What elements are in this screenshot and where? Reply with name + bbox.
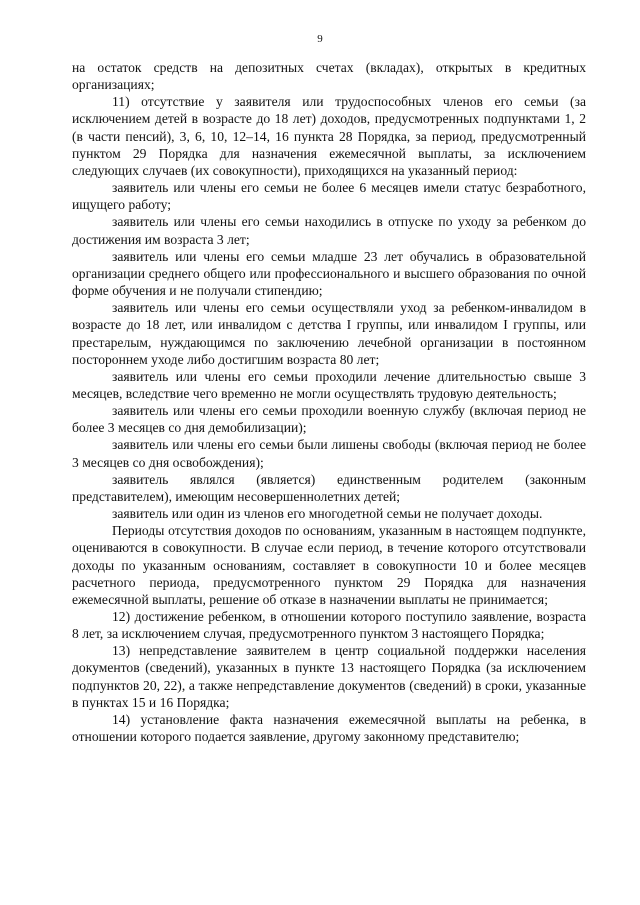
- paragraph-exception-unemployed: заявитель или члены его семьи не более 6 месяцев имели статус безработного, ищущего работу;: [72, 180, 586, 213]
- paragraph-exception-students: заявитель или члены его семьи младше 23 лет обучались в образовательной организации среднего общего или профессионального и высшего образования по очной форме обучения и не получали стипендию;: [72, 248, 586, 299]
- paragraph-exception-caregiving: заявитель или члены его семьи осуществляли уход за ребенком-инвалидом в возрасте до 18 лет, или инвалидом с детства I группы, или инвалидом I группы, или престарелым, нуждающимся по заключению лечебной организации в постоянном постороннем уходе либо достигшим возраста 80 лет;: [72, 300, 586, 367]
- paragraph-item-13: 13) непредставление заявителем в центр социальной поддержки населения документов (сведений), указанных в пункте 13 настоящего Порядка (за исключением подпунктов 20, 22), а также непредставление документов (сведений) в сроки, указанные в пунктах 15 и 16 Порядка;: [72, 643, 586, 710]
- paragraph-exception-treatment: заявитель или члены его семьи проходили лечение длительностью свыше 3 месяцев, вследствие чего временно не могли осуществлять трудовую деятельность;: [72, 368, 586, 401]
- page-number: 9: [317, 33, 323, 45]
- paragraph-item-11: 11) отсутствие у заявителя или трудоспособных членов его семьи (за исключением детей в возрасте до 18 лет) доходов, предусмотренных подпунктами 1, 2 (в части пенсий), 3, 6, 10, 12–14, 16 пункта 28 Порядка, за период, предусмотренный пунктом 29 Порядка для назначения ежемесячной выплаты, за исключением следующих случаев (их совокупности), приходящихся на указанный период:: [72, 94, 586, 178]
- paragraph-item-14: 14) установление факта назначения ежемесячной выплаты на ребенка, в отношении которого подается заявление, другому законному представителю;: [72, 711, 586, 745]
- document-body: [72, 59, 586, 745]
- paragraph-exception-childcare-leave: заявитель или члены его семьи находились в отпуске по уходу за ребенком до достижения им возраста 3 лет;: [72, 214, 586, 247]
- paragraph-exception-single-parent: заявитель являлся (является) единственным родителем (законным представителем), имеющим несовершеннолетних детей;: [72, 471, 586, 504]
- paragraph-exception-imprisonment: заявитель или члены его семьи были лишены свободы (включая период не более 3 месяцев со дня освобождения);: [72, 437, 586, 470]
- paragraph-item-12: 12) достижение ребенком, в отношении которого поступило заявление, возраста 8 лет, за исключением случая, предусмотренного пунктом 3 настоящего Порядка;: [72, 609, 586, 642]
- paragraph-exception-large-family: заявитель или один из членов его многодетной семьи не получает доходы.: [112, 506, 543, 522]
- paragraph-continuation: на остаток средств на депозитных счетах (вкладах), открытых в кредитных организациях;: [72, 60, 586, 93]
- paragraph-periods: Периоды отсутствия доходов по основаниям, указанным в настоящем подпункте, оцениваются в совокупности. В случае если период, в течение которого отсутствовали доходы по указанным основаниям, составляет в совокупности 10 и более месяцев расчетного периода, предусмотренного пунктом 29 Порядка для назначения ежемесячной выплаты, решение об отказе в назначении выплаты не принимается;: [72, 523, 586, 607]
- paragraph-exception-military: заявитель или члены его семьи проходили военную службу (включая период не более 3 месяцев со дня демобилизации);: [72, 403, 586, 436]
